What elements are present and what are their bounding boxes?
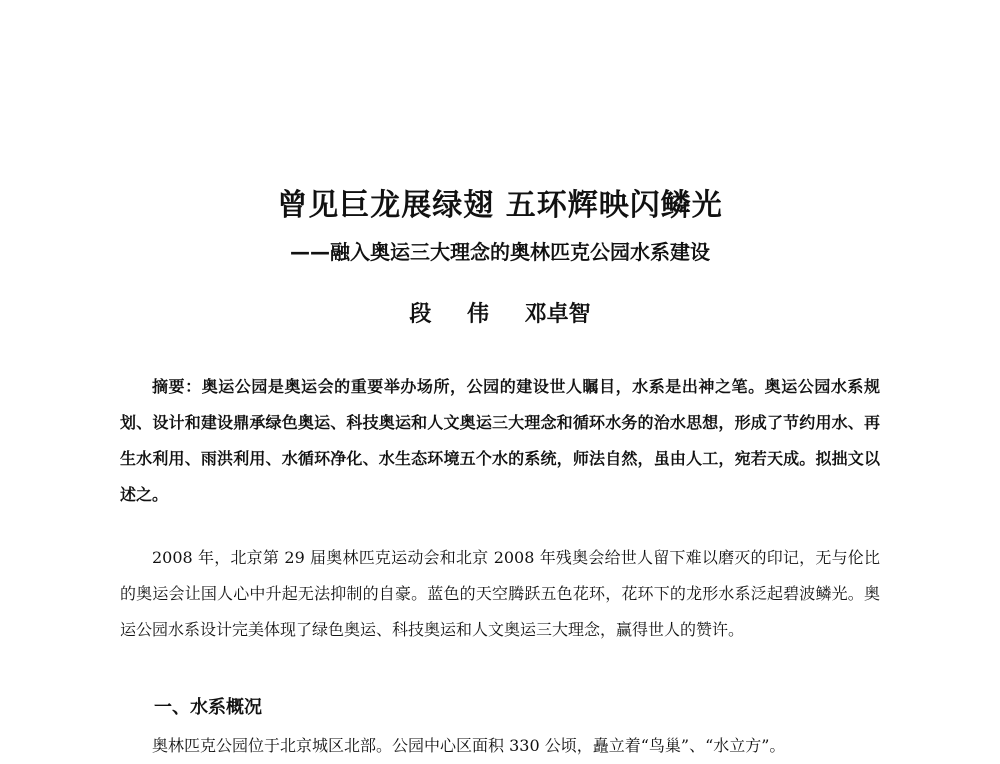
authors: 段 伟 邓卓智 <box>409 301 591 327</box>
document-title: 曾见巨龙展绿翅 五环辉映闪鳞光 <box>277 188 723 223</box>
intro-paragraph: 2008 年，北京第 29 届奥林匹克运动会和北京 2008 年残奥会给世人留下难以磨灭的印记，无与伦比的奥运会让国人心中升起无法抑制的自豪。蓝色的天空腾跃五色花环，花环下的龙形水系泛起碧波鳞光。奥运公园水系设计完美体现了绿色奥运、科技奥运和人文奥运三大理念，赢得世人的赞许。 <box>120 548 880 639</box>
abstract-text: 奥运公园是奥运会的重要举办场所，公园的建设世人瞩目，水系是出神之笔。奥运公园水系规划、设计和建设鼎承绿色奥运、科技奥运和人文奥运三大理念和循环水务的治水思想，形成了节约用水、再生水利用、雨洪利用、水循环净化、水生态环境五个水的系统，师法自然，虽由人工，宛若天成。拟拙文以述之。 <box>120 377 880 504</box>
document-subtitle: ——融入奥运三大理念的奥林匹克公园水系建设 <box>290 240 710 264</box>
abstract-label: 摘要： <box>152 377 202 396</box>
abstract <box>120 369 880 513</box>
section-heading: 一、水系概况 <box>154 697 262 718</box>
section-paragraph: 奥林匹克公园位于北京城区北部。公园中心区面积 330 公顷，矗立着“鸟巢”、“水立方”。 <box>152 736 786 755</box>
